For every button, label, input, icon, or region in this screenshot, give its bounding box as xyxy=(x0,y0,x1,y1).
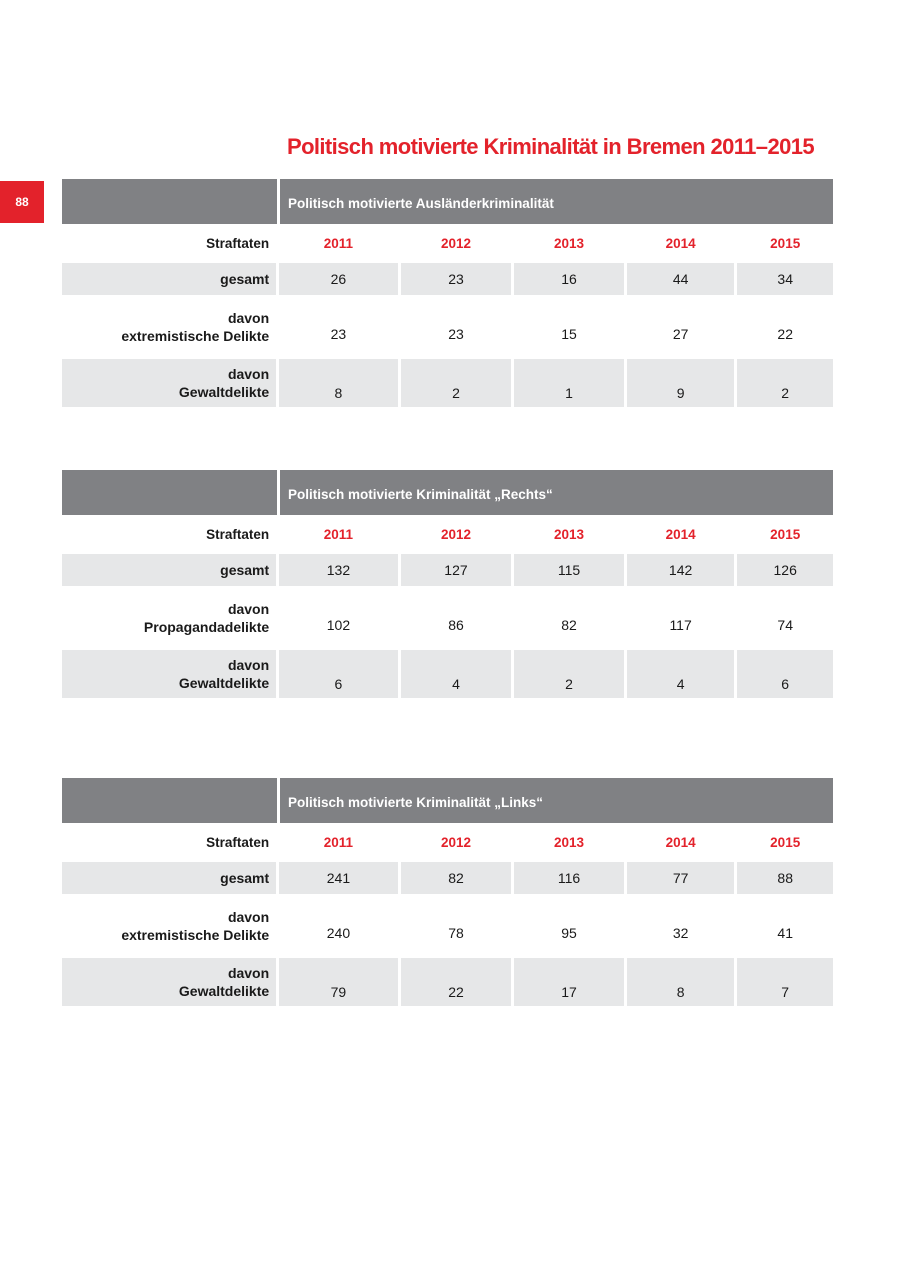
row-label-straftaten: Straftaten xyxy=(206,835,270,850)
table-cell: 22 xyxy=(401,958,512,1006)
row-label-line1: davon xyxy=(227,909,270,925)
year-row xyxy=(62,826,833,859)
table-cell: 82 xyxy=(561,617,577,633)
table-cell: 4 xyxy=(401,650,512,698)
table-cell: 88 xyxy=(737,862,833,894)
row-label xyxy=(62,298,276,356)
row-label-line2: Gewaltdelikte xyxy=(178,675,270,691)
table-cell: 77 xyxy=(627,862,735,894)
table-cell: 117 xyxy=(669,617,692,633)
table-cell: 2 xyxy=(737,359,833,407)
year-header: 2013 xyxy=(554,527,585,542)
year-header: 2014 xyxy=(665,835,696,850)
row-label: gesamt xyxy=(62,554,276,586)
row-label-line1: davon xyxy=(227,965,270,981)
year-header: 2012 xyxy=(440,835,471,850)
row-label-line1: davon xyxy=(227,310,270,326)
table-row xyxy=(62,554,833,586)
table-cell: 132 xyxy=(279,554,398,586)
year-header: 2013 xyxy=(554,236,585,251)
row-label xyxy=(62,650,276,698)
table-header xyxy=(62,778,833,823)
header-blank-cell xyxy=(62,470,277,515)
table-cell: 8 xyxy=(627,958,735,1006)
year-header: 2013 xyxy=(554,835,585,850)
row-label xyxy=(62,958,276,1006)
table-cell: 241 xyxy=(279,862,398,894)
table-cell: 74 xyxy=(777,617,793,633)
table-heading: Politisch motivierte Ausländerkriminalität xyxy=(280,179,833,224)
table-cell: 95 xyxy=(561,925,577,941)
year-header: 2015 xyxy=(770,236,801,251)
table-cell: 116 xyxy=(514,862,624,894)
table-cell: 1 xyxy=(514,359,624,407)
table-heading: Politisch motivierte Kriminalität „Links“ xyxy=(280,778,833,823)
table-cell: 2 xyxy=(401,359,512,407)
row-label-line2: extremistische Delikte xyxy=(121,927,270,943)
table-cell: 78 xyxy=(448,925,464,941)
table-cell: 6 xyxy=(279,650,398,698)
table-cell: 115 xyxy=(514,554,624,586)
table-cell: 23 xyxy=(448,326,464,342)
row-label-straftaten: Straftaten xyxy=(206,236,270,251)
row-label-line1: davon xyxy=(227,657,270,673)
table-row xyxy=(62,359,833,407)
table-row xyxy=(62,589,833,647)
table-row xyxy=(62,298,833,356)
row-label-line2: extremistische Delikte xyxy=(121,328,270,344)
table-header xyxy=(62,470,833,515)
year-row xyxy=(62,227,833,260)
row-label-line1: davon xyxy=(227,601,270,617)
year-header: 2014 xyxy=(665,527,696,542)
table-cell: 4 xyxy=(627,650,735,698)
year-row xyxy=(62,518,833,551)
year-header: 2011 xyxy=(323,527,354,542)
table-cell: 240 xyxy=(326,925,351,941)
page-number: 88 xyxy=(0,181,44,223)
table-cell: 15 xyxy=(561,326,577,342)
table-heading: Politisch motivierte Kriminalität „Rechts“ xyxy=(280,470,833,515)
table-cell: 23 xyxy=(401,263,512,295)
table-header xyxy=(62,179,833,224)
row-label-line2: Gewaltdelikte xyxy=(178,983,270,999)
page-title: Politisch motivierte Kriminalität in Bremen 2011–2015 xyxy=(287,134,814,159)
table-row xyxy=(62,650,833,698)
year-header: 2011 xyxy=(323,835,354,850)
table-cell: 26 xyxy=(279,263,398,295)
table-cell: 86 xyxy=(448,617,464,633)
table-links xyxy=(62,778,833,1009)
year-header: 2015 xyxy=(770,527,801,542)
row-label-line2: Gewaltdelikte xyxy=(178,384,270,400)
table-cell: 79 xyxy=(279,958,398,1006)
row-label xyxy=(62,897,276,955)
year-header: 2011 xyxy=(323,236,354,251)
table-cell: 82 xyxy=(401,862,512,894)
table-cell: 23 xyxy=(330,326,347,342)
table-cell: 102 xyxy=(326,617,351,633)
row-label-straftaten: Straftaten xyxy=(206,527,270,542)
header-blank-cell xyxy=(62,778,277,823)
year-header: 2012 xyxy=(440,527,471,542)
row-label-line2: Propagandadelikte xyxy=(143,619,270,635)
table-cell: 142 xyxy=(627,554,735,586)
table-cell: 44 xyxy=(627,263,735,295)
table-cell: 41 xyxy=(777,925,793,941)
row-label xyxy=(62,359,276,407)
table-auslaenderkriminalitaet xyxy=(62,179,833,410)
table-cell: 22 xyxy=(777,326,793,342)
year-header: 2015 xyxy=(770,835,801,850)
year-header: 2014 xyxy=(665,236,696,251)
table-cell: 34 xyxy=(737,263,833,295)
row-label xyxy=(62,589,276,647)
table-rechts xyxy=(62,470,833,701)
table-cell: 127 xyxy=(401,554,512,586)
table-cell: 126 xyxy=(737,554,833,586)
year-header: 2012 xyxy=(440,236,471,251)
table-cell: 27 xyxy=(672,326,689,342)
table-cell: 8 xyxy=(279,359,398,407)
table-cell: 16 xyxy=(514,263,624,295)
table-cell: 6 xyxy=(737,650,833,698)
table-row xyxy=(62,263,833,295)
table-cell: 9 xyxy=(627,359,735,407)
table-cell: 17 xyxy=(514,958,624,1006)
row-label-line1: davon xyxy=(227,366,270,382)
row-label: gesamt xyxy=(62,263,276,295)
table-cell: 7 xyxy=(737,958,833,1006)
row-label: gesamt xyxy=(62,862,276,894)
table-cell: 2 xyxy=(514,650,624,698)
header-blank-cell xyxy=(62,179,277,224)
table-row xyxy=(62,958,833,1006)
table-row xyxy=(62,897,833,955)
table-cell: 32 xyxy=(672,925,689,941)
table-row xyxy=(62,862,833,894)
